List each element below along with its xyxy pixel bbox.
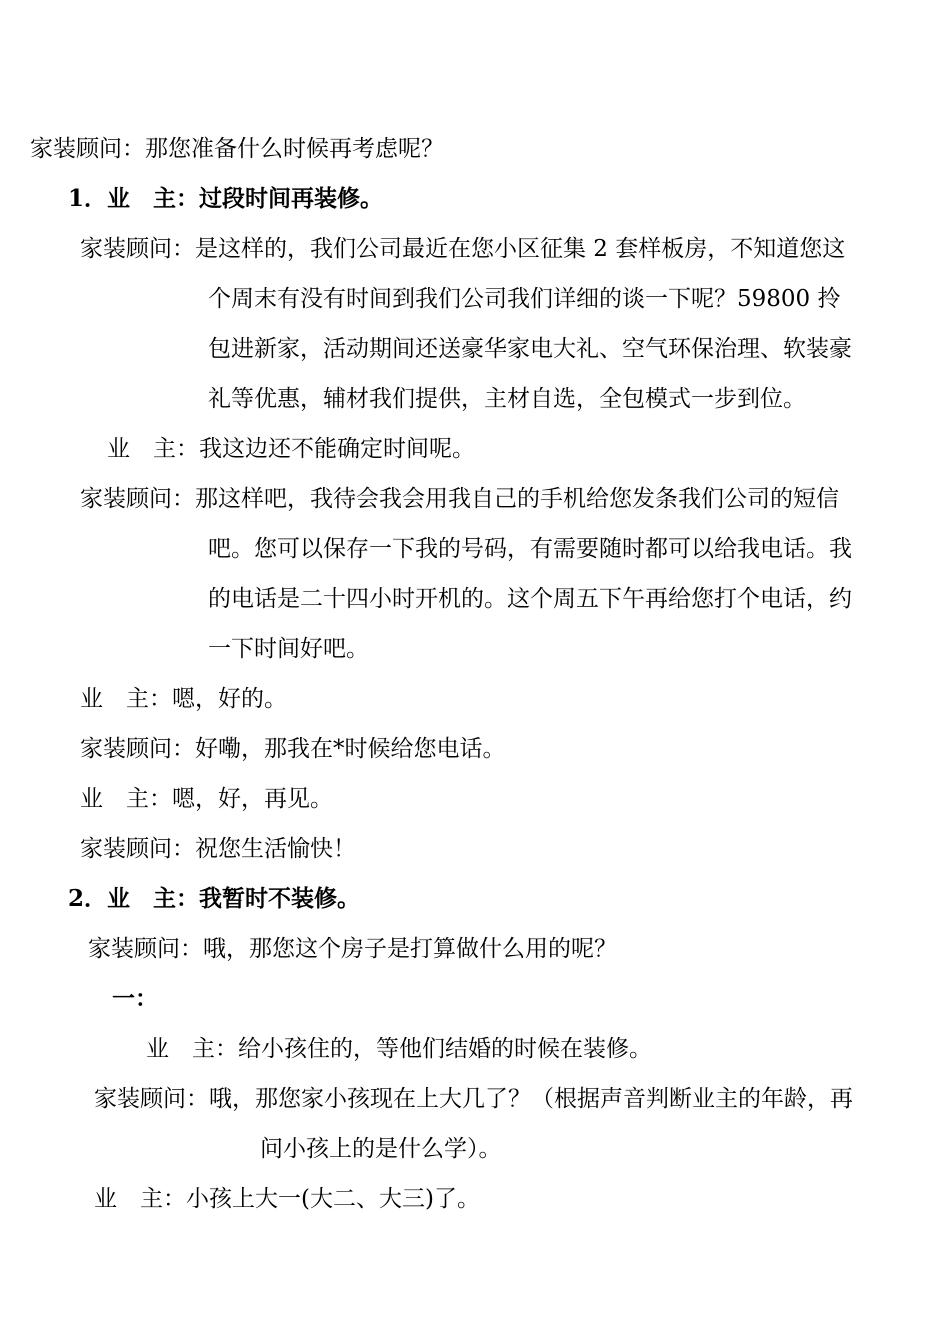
dialogue-text: 嗯，好，再见。 xyxy=(172,786,333,812)
dialogue-text: 礼等优惠，辅材我们提供，主材自选，全包模式一步到位。 xyxy=(208,386,806,412)
dialogue-continuation xyxy=(260,1134,502,1164)
dialogue-text: 个周末有没有时间到我们公司我们详细的谈一下呢？59800 拎 xyxy=(208,286,841,312)
speaker-label: 家装顾问： xyxy=(80,236,195,262)
dialogue-text: 是这样的，我们公司最近在您小区征集 2 套样板房，不知道您这 xyxy=(195,236,846,262)
speaker-label: 业 主： xyxy=(107,436,199,462)
dialogue-line-5 xyxy=(80,684,287,714)
dialogue-text: 过段时间再装修。 xyxy=(199,185,384,212)
dialogue-continuation xyxy=(208,384,806,414)
dialogue-continuation xyxy=(208,284,840,314)
section-heading-1 xyxy=(68,184,383,214)
dialogue-text: 问小孩上的是什么学）。 xyxy=(260,1136,502,1162)
speaker-label: 业 主： xyxy=(107,185,200,212)
dialogue-line-2 xyxy=(80,234,845,264)
dialogue-line-6 xyxy=(80,734,506,764)
speaker-label: 业 主： xyxy=(80,686,172,712)
dialogue-text: 祝您生活愉快！ xyxy=(195,836,356,862)
dialogue-text: 包进新家，活动期间还送豪华家电大礼、空气环保治理、软装豪 xyxy=(208,336,852,362)
dialogue-line-9 xyxy=(88,934,617,964)
dialogue-continuation xyxy=(208,634,369,664)
dialogue-line-12 xyxy=(94,1184,480,1214)
dialogue-line-1 xyxy=(30,134,444,164)
speaker-label: 家装顾问： xyxy=(80,736,195,762)
dialogue-text: 那这样吧，我待会我会用我自己的手机给您发条我们公司的短信 xyxy=(195,486,839,512)
speaker-label: 业 主： xyxy=(94,1186,186,1212)
dialogue-text: 嗯，好的。 xyxy=(172,686,287,712)
dialogue-continuation xyxy=(208,334,852,364)
dialogue-line-8 xyxy=(80,834,356,864)
dialogue-text: 我这边还不能确定时间呢。 xyxy=(199,436,475,462)
dialogue-text: 的电话是二十四小时开机的。这个周五下午再给您打个电话，约 xyxy=(208,586,852,612)
speaker-label: 家装顾问： xyxy=(88,936,203,962)
dialogue-text: 我暂时不装修。 xyxy=(199,885,361,912)
dialogue-continuation xyxy=(208,584,852,614)
section-number: 2． xyxy=(68,885,108,912)
section-number: 1． xyxy=(68,185,108,212)
speaker-label: 业 主： xyxy=(146,1036,238,1062)
speaker-label: 家装顾问： xyxy=(94,1086,209,1112)
dialogue-text: 好嘞，那我在*时候给您电话。 xyxy=(195,736,506,762)
dialogue-text: 小孩上大一(大二、大三)了。 xyxy=(186,1186,480,1212)
speaker-label: 家装顾问： xyxy=(80,486,195,512)
subsection-heading xyxy=(112,984,158,1014)
speaker-label: 家装顾问： xyxy=(30,136,145,162)
dialogue-line-7 xyxy=(80,784,333,814)
dialogue-text: 那您准备什么时候再考虑呢？ xyxy=(145,136,444,162)
dialogue-line-10 xyxy=(146,1034,652,1064)
dialogue-text: 一下时间好吧。 xyxy=(208,636,369,662)
dialogue-text: 哦，那您家小孩现在上大几了？（根据声音判断业主的年龄，再 xyxy=(209,1086,853,1112)
speaker-label: 家装顾问： xyxy=(80,836,195,862)
dialogue-line-11 xyxy=(94,1084,853,1114)
dialogue-text: 吧。您可以保存一下我的号码，有需要随时都可以给我电话。我 xyxy=(208,536,852,562)
dialogue-line-4 xyxy=(80,484,839,514)
dialogue-text: 给小孩住的，等他们结婚的时候在装修。 xyxy=(238,1036,652,1062)
dialogue-continuation xyxy=(208,534,852,564)
speaker-label: 业 主： xyxy=(80,786,172,812)
speaker-label: 业 主： xyxy=(107,885,200,912)
subsection-label: 一： xyxy=(112,985,158,1012)
dialogue-text: 哦，那您这个房子是打算做什么用的呢？ xyxy=(203,936,617,962)
section-heading-2 xyxy=(68,884,360,914)
dialogue-line-3 xyxy=(107,434,475,464)
